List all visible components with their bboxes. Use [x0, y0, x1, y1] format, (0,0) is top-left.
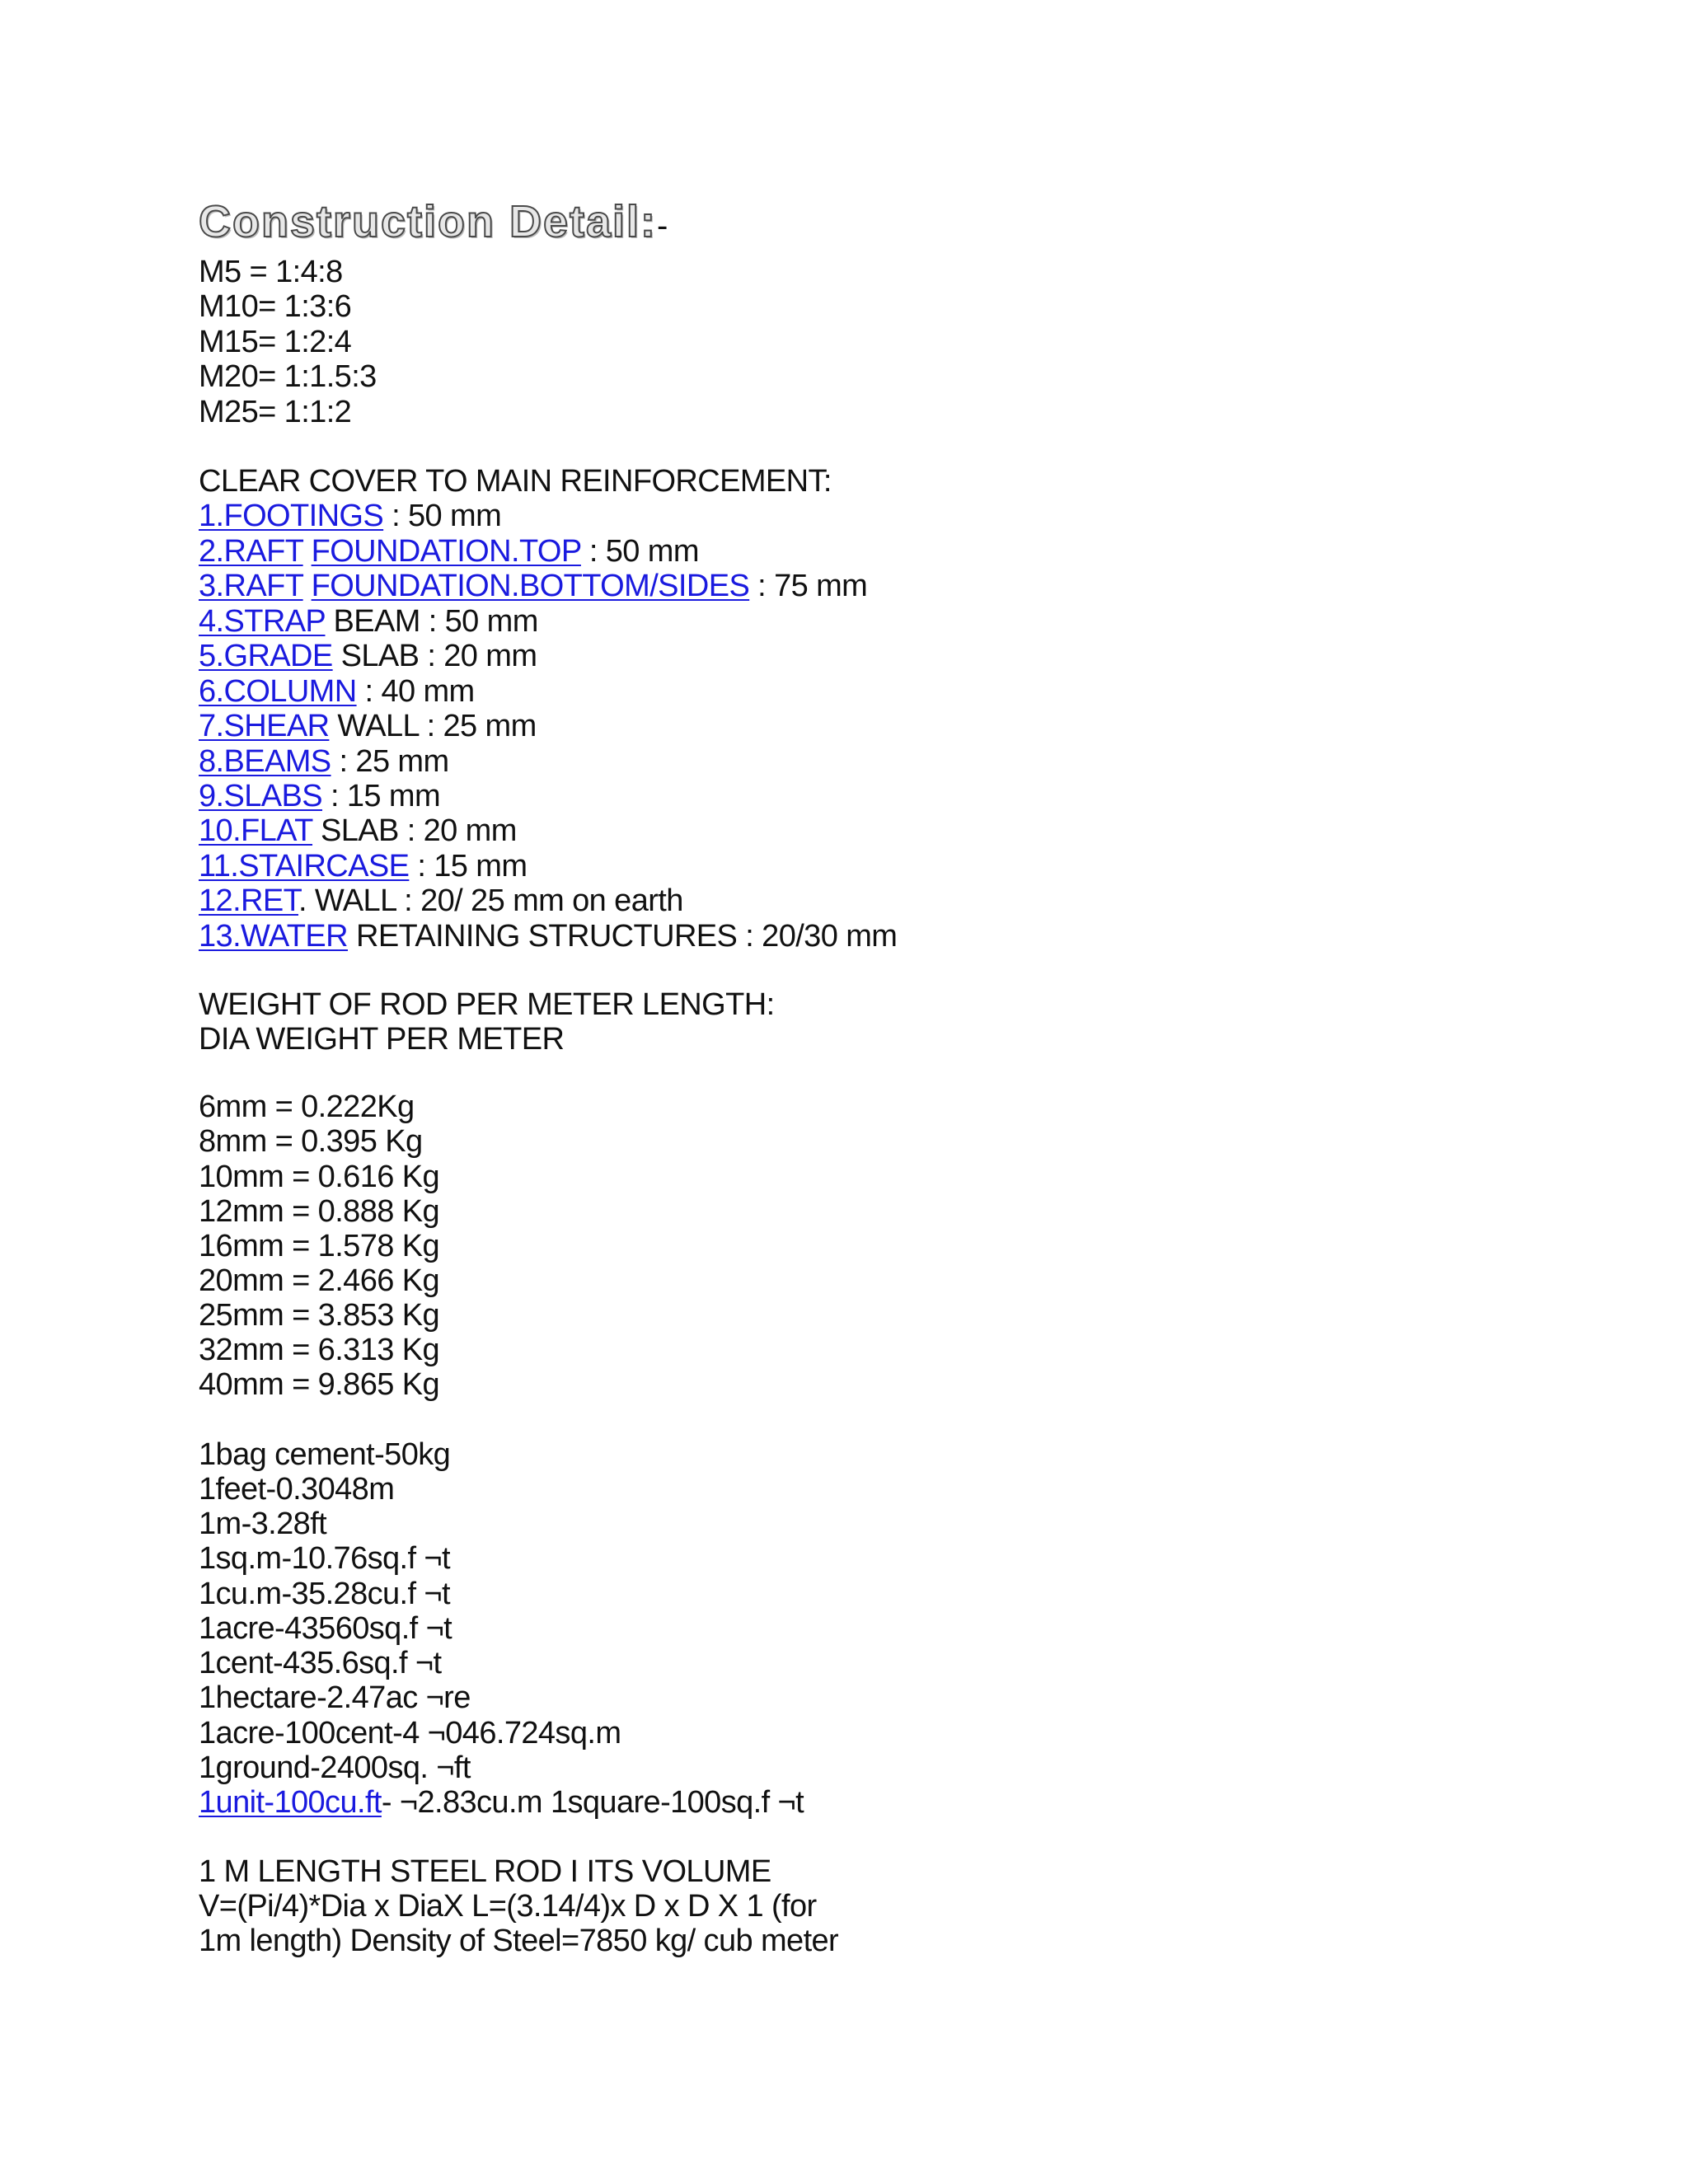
cover-item — [199, 569, 867, 603]
weight-heading: WEIGHT OF ROD PER METER LENGTH: — [199, 987, 775, 1022]
conversion-line: 1cent-435.6sq.f ¬t — [199, 1646, 442, 1680]
cover-value: RETAINING STRUCTURES : 20/30 mm — [348, 919, 898, 954]
conversion-line: 1ground-2400sq. ¬ft — [199, 1750, 471, 1785]
conversion-line: 1bag cement-50kg — [199, 1437, 451, 1472]
cover-link[interactable]: 1.FOOTINGS — [199, 499, 384, 533]
cover-value: : 15 mm — [409, 849, 528, 883]
weight-row: 20mm = 2.466 Kg — [199, 1263, 440, 1298]
unit-link[interactable]: 1unit-100cu.ft — [199, 1785, 382, 1820]
volume-heading: 1 M LENGTH STEEL ROD I ITS VOLUME — [199, 1854, 771, 1889]
cover-item — [199, 499, 501, 533]
cover-link[interactable]: 6.COLUMN — [199, 674, 357, 709]
cover-value: WALL : 25 mm — [329, 709, 537, 743]
cover-link[interactable]: 3.RAFT — [199, 569, 303, 603]
cover-link[interactable]: 9.SLABS — [199, 779, 323, 813]
cover-item — [199, 813, 517, 848]
weight-row: 10mm = 0.616 Kg — [199, 1160, 440, 1194]
cover-value: . WALL : 20/ 25 mm on earth — [298, 883, 683, 918]
weight-row: 40mm = 9.865 Kg — [199, 1367, 440, 1402]
conversion-line: 1cu.m-35.28cu.f ¬t — [199, 1577, 450, 1611]
cover-item — [199, 744, 449, 779]
cover-value: SLAB : 20 mm — [312, 813, 517, 848]
unit-rest: - ¬2.83cu.m 1square-100sq.f ¬t — [381, 1785, 804, 1820]
volume-formula: V=(Pi/4)*Dia x DiaX L=(3.14/4)x D x D X 1 (for — [199, 1889, 817, 1924]
cover-link[interactable]: 7.SHEAR — [199, 709, 330, 743]
weight-row: 6mm = 0.222Kg — [199, 1090, 415, 1124]
cover-value: : 15 mm — [322, 779, 441, 813]
weight-row: 12mm = 0.888 Kg — [199, 1194, 440, 1229]
weight-subheading: DIA WEIGHT PER METER — [199, 1022, 565, 1057]
cover-item — [199, 674, 475, 709]
cover-link[interactable]: 8.BEAMS — [199, 744, 331, 779]
cover-value: SLAB : 20 mm — [332, 639, 537, 673]
cover-link[interactable]: 11.STAIRCASE — [199, 849, 410, 883]
cover-link[interactable]: 13.WATER — [199, 919, 349, 954]
cover-link[interactable]: FOUNDATION.BOTTOM/SIDES — [311, 569, 750, 603]
conversion-line — [199, 1785, 804, 1820]
cover-item — [199, 604, 538, 639]
cover-value: : 40 mm — [356, 674, 475, 709]
cover-link[interactable]: 5.GRADE — [199, 639, 333, 673]
mix-line: M15= 1:2:4 — [199, 325, 352, 359]
cover-item — [199, 849, 527, 883]
cover-item — [199, 709, 537, 743]
conversion-line: 1acre-43560sq.f ¬t — [199, 1611, 452, 1646]
conversion-line: 1m-3.28ft — [199, 1507, 327, 1541]
mix-line: M20= 1:1.5:3 — [199, 359, 377, 394]
cover-heading: CLEAR COVER TO MAIN REINFORCEMENT: — [199, 464, 832, 499]
cover-value: BEAM : 50 mm — [325, 604, 538, 639]
title-dash: - — [657, 208, 670, 244]
cover-item — [199, 534, 699, 569]
cover-link[interactable]: 2.RAFT — [199, 534, 303, 569]
weight-row: 16mm = 1.578 Kg — [199, 1229, 440, 1263]
cover-link[interactable]: 10.FLAT — [199, 813, 313, 848]
cover-value: : 50 mm — [383, 499, 502, 533]
cover-item — [199, 639, 537, 673]
cover-link[interactable]: 4.STRAP — [199, 604, 326, 639]
cover-value: : 75 mm — [749, 569, 868, 603]
cover-item — [199, 919, 897, 954]
conversion-line: 1acre-100cent-4 ¬046.724sq.m — [199, 1716, 621, 1750]
cover-value: : 25 mm — [331, 744, 449, 779]
page-title — [199, 196, 669, 247]
conversion-line: 1hectare-2.47ac ¬re — [199, 1680, 471, 1715]
cover-item — [199, 779, 440, 813]
volume-density: 1m length) Density of Steel=7850 kg/ cub meter — [199, 1924, 839, 1958]
mix-line: M5 = 1:4:8 — [199, 255, 343, 289]
cover-value: : 50 mm — [580, 534, 699, 569]
weight-row: 8mm = 0.395 Kg — [199, 1124, 423, 1159]
conversion-line: 1feet-0.3048m — [199, 1472, 395, 1507]
title-text: Construction Detail: — [199, 197, 658, 246]
cover-item — [199, 883, 683, 918]
weight-row: 32mm = 6.313 Kg — [199, 1333, 440, 1367]
cover-link[interactable]: FOUNDATION.TOP — [311, 534, 581, 569]
mix-line: M25= 1:1:2 — [199, 395, 352, 429]
conversion-line: 1sq.m-10.76sq.f ¬t — [199, 1541, 450, 1576]
weight-row: 25mm = 3.853 Kg — [199, 1298, 440, 1333]
mix-line: M10= 1:3:6 — [199, 289, 352, 324]
cover-link[interactable]: 12.RET — [199, 883, 299, 918]
